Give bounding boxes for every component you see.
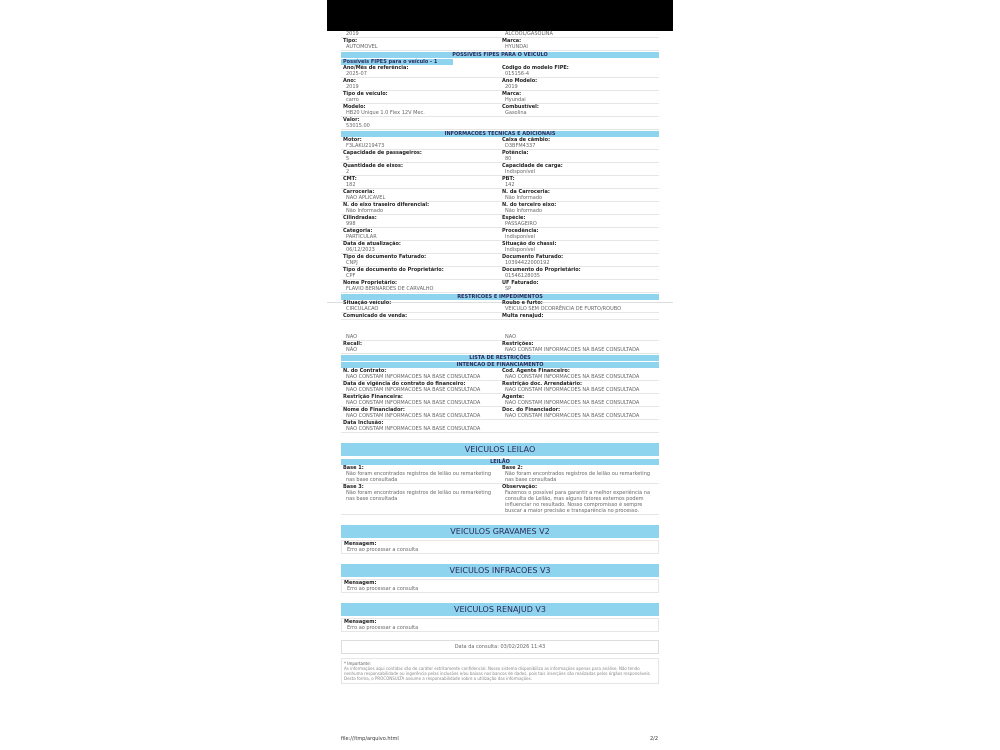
- field-cell: [341, 228, 500, 240]
- fipe-section-header: POSSIVEIS FIPES PARA O VEICULO: [341, 52, 659, 58]
- field-value: SP: [505, 286, 512, 292]
- field-cell: [500, 254, 659, 266]
- gravames-message-box: [341, 540, 659, 554]
- field-cell: [500, 341, 659, 353]
- field-value: NAO CONSTAM INFORMACOES NA BASE CONSULTADA: [346, 374, 481, 380]
- field-label: Documento do Proprietário:: [502, 267, 581, 273]
- field-value: Hyundai: [505, 97, 526, 103]
- field-cell: [500, 368, 659, 380]
- field-label: Comunicado de venda:: [343, 313, 408, 319]
- base1-label: Base 1:: [343, 465, 364, 471]
- vehicle-summary-row: [341, 31, 659, 38]
- field-cell: [500, 65, 659, 77]
- field-cell: [500, 381, 659, 393]
- field-cell: [341, 176, 500, 188]
- field-value: 2: [346, 169, 350, 175]
- field-label: Código do modelo FIPE:: [502, 65, 569, 71]
- tipo-label: Tipo:: [343, 38, 358, 44]
- field-value: NÃO: [346, 334, 358, 340]
- renajud-msg-value: Erro ao processar a consulta: [347, 625, 419, 631]
- marca-label: Marca:: [502, 38, 522, 44]
- note-text: As informações aqui contidas são de caráter estritamente confidencial. Nosso sistema disponibiliza as informações apenas para análise. Não tendo nenhuma responsabilidade ou ingerência pelas inclusões e/ou baixas nos bancos de dados, pois tais inserções são realizadas pelos órgãos responsáveis. Desta forma, o PROCONSULTA assume a responsabilidade sobre a utilização das informações.: [344, 666, 652, 681]
- field-label: UF Faturado:: [502, 280, 539, 286]
- footer-path: file:///tmp/arquivo.html: [341, 736, 399, 742]
- field-cell: [341, 150, 500, 162]
- field-cell: [500, 241, 659, 253]
- field-cell: [500, 215, 659, 227]
- field-value: 53015.00: [346, 123, 370, 129]
- consulta-date: Data da consulta: 03/02/2026 11:43: [341, 640, 659, 654]
- note-title: * Importante:: [344, 661, 371, 666]
- field-value: Indisponível: [505, 169, 536, 175]
- field-cell: [341, 394, 500, 406]
- field-value: Não Informado: [505, 208, 543, 214]
- field-value: Não Informado: [346, 208, 384, 214]
- field-label: Quantidade de eixos:: [343, 163, 403, 169]
- base1-value: Não foram encontrados registros de leilão ou remarketing nas base consultada: [346, 471, 492, 483]
- field-row: [341, 300, 659, 313]
- field-label: N. do Contrato:: [343, 368, 387, 374]
- field-row: [341, 137, 659, 150]
- financiamento-section-header: INTENCAO DE FINANCIAMENTO: [341, 362, 659, 368]
- field-value: NAO CONSTAM INFORMACOES NA BASE CONSULTADA: [346, 426, 481, 432]
- field-label: Agente:: [502, 394, 525, 400]
- field-cell: [341, 368, 500, 380]
- field-cell: [500, 280, 659, 292]
- base2-label: Base 2:: [502, 465, 523, 471]
- field-value: NAO CONSTAM INFORMACOES NA BASE CONSULTADA: [346, 400, 481, 406]
- field-cell: [500, 104, 659, 116]
- field-cell: [341, 91, 500, 103]
- field-row: [341, 381, 659, 394]
- field-label: N. do eixo traseiro diferencial:: [343, 202, 430, 208]
- field-value: CPF: [346, 273, 356, 279]
- field-value: NÃO: [346, 347, 358, 353]
- field-value: carro: [346, 97, 359, 103]
- field-value: HB20 Unique 1.0 Flex 12V Mec.: [346, 110, 425, 116]
- important-note: [341, 658, 659, 684]
- restricoes-top-rows: [341, 300, 659, 320]
- field-label: Combustível:: [502, 104, 539, 110]
- field-value: NAO APLICAVEL: [346, 195, 386, 201]
- field-value: FLAVIO BERNARDES DE CARVALHO: [346, 286, 434, 292]
- obs-label: Observação:: [502, 484, 538, 490]
- field-row: [341, 215, 659, 228]
- field-row: [341, 341, 659, 354]
- field-value: F3LAKU219473: [346, 143, 385, 149]
- field-cell: [341, 254, 500, 266]
- field-label: Marca:: [502, 91, 522, 97]
- field-row: [341, 150, 659, 163]
- field-label: Carroceria:: [343, 189, 375, 195]
- field-cell: [500, 202, 659, 214]
- base3-value: Não foram encontrados registros de leilão ou remarketing nas base consultada: [346, 490, 492, 502]
- marca-value: HYUNDAI: [505, 44, 528, 50]
- field-value: 998: [346, 221, 356, 227]
- infracoes-msg-label: Mensagem:: [344, 580, 377, 586]
- field-value: CNPJ: [346, 260, 358, 266]
- field-row: [341, 189, 659, 202]
- field-label: Documento Faturado:: [502, 254, 564, 260]
- leilao-title: VEICULOS LEILAO: [341, 443, 659, 456]
- field-cell: [500, 163, 659, 175]
- field-cell: [341, 313, 500, 319]
- obs-value: Fazemos o possível para garantir a melhor experiência na consulta de Leilão, mas alguns fatores externos podem influenciar no resultado. Nosso compromisso é sempre buscar a maior precisão e transparência no processo.: [505, 490, 651, 514]
- field-value: NAO CONSTAM INFORMACOES NA BASE CONSULTADA: [505, 413, 640, 419]
- field-value: NAO CONSTAM INFORMACOES NA BASE CONSULTADA: [505, 400, 640, 406]
- field-label: CMT:: [343, 176, 357, 182]
- field-label: Data de atualização:: [343, 241, 401, 247]
- field-label: Situação veículo:: [343, 300, 392, 306]
- field-label: PBT:: [502, 176, 515, 182]
- field-label: Recall:: [343, 341, 363, 347]
- base2-value: Não foram encontrados registros de leilão ou remarketing nas base consultada: [505, 471, 651, 483]
- field-label: Doc. do Financiador:: [502, 407, 561, 413]
- field-row: [341, 313, 659, 320]
- field-label: N. da Carroceria:: [502, 189, 550, 195]
- field-row: [341, 280, 659, 293]
- field-cell: [341, 117, 500, 129]
- field-value: NAO CONSTAM INFORMACOES NA BASE CONSULTADA: [505, 374, 640, 380]
- field-label: Multa renajud:: [502, 313, 544, 319]
- tecnicas-rows: [341, 137, 659, 293]
- field-label: Data de vigência do contrato do financeiro:: [343, 381, 466, 387]
- field-row: [341, 163, 659, 176]
- field-row: [341, 394, 659, 407]
- field-label: Restrição doc. Arrendatário:: [502, 381, 583, 387]
- field-label: Tipo de documento Faturado:: [343, 254, 427, 260]
- field-value: NAO CONSTAM INFORMACOES NA BASE CONSULTADA: [346, 387, 481, 393]
- field-label: Tipo de veículo:: [343, 91, 388, 97]
- fuel-value: ALCOOL/GASOLINA: [505, 31, 553, 37]
- field-value: 2019: [505, 84, 518, 90]
- field-row: [341, 334, 659, 341]
- gravames-msg-label: Mensagem:: [344, 541, 377, 547]
- field-cell: [341, 163, 500, 175]
- footer-page-number: 2/2: [650, 736, 659, 742]
- renajud-title: VEICULOS RENAJUD V3: [341, 603, 659, 616]
- page-break-gap: [341, 320, 659, 334]
- field-cell: [500, 78, 659, 90]
- browser-topbar: [327, 0, 673, 31]
- field-row: [341, 228, 659, 241]
- field-label: Cod. Agente Financeiro:: [502, 368, 570, 374]
- field-label: Situação do chassi:: [502, 241, 557, 247]
- field-row: [341, 65, 659, 78]
- field-label: Cilindradas:: [343, 215, 377, 221]
- field-label: Roubo e furto:: [502, 300, 543, 306]
- field-cell: [341, 137, 500, 149]
- field-value: NAO CONSTAM INFORMACOES NA BASE CONSULTADA: [346, 413, 481, 419]
- field-value: 06/12/2023: [346, 247, 375, 253]
- field-label: Nome Proprietário:: [343, 280, 398, 286]
- field-value: 2019: [346, 84, 359, 90]
- infracoes-title: VEICULOS INFRACOES V3: [341, 564, 659, 577]
- vehicle-type-row: [341, 38, 659, 51]
- field-label: Data Inclusão:: [343, 420, 384, 426]
- field-cell: [341, 267, 500, 279]
- restricoes-section-header: RESTRICOES E IMPEDIMENTOS: [341, 294, 659, 300]
- field-row: [341, 368, 659, 381]
- restricoes-bottom-rows: [341, 334, 659, 354]
- field-value: Indisponível: [505, 247, 536, 253]
- field-label: Ano Modelo:: [502, 78, 538, 84]
- field-label: Restrições:: [502, 341, 534, 347]
- field-cell: [500, 137, 659, 149]
- field-label: Capacidade de passageiros:: [343, 150, 422, 156]
- gravames-msg-value: Erro ao processar a consulta: [347, 547, 419, 553]
- field-cell: [341, 341, 500, 353]
- leilao-row-2: [341, 484, 659, 515]
- year-value: 2019: [346, 31, 359, 37]
- field-row: [341, 78, 659, 91]
- field-cell: [341, 280, 500, 292]
- field-cell: [341, 78, 500, 90]
- financiamento-rows: [341, 368, 659, 433]
- field-label: Espécie:: [502, 215, 526, 221]
- field-value: 10394422000192: [505, 260, 550, 266]
- renajud-message-box: [341, 618, 659, 632]
- field-label: Valor:: [343, 117, 360, 123]
- field-value: 2025-07: [346, 71, 367, 77]
- infracoes-message-box: [341, 579, 659, 593]
- lista-restricoes-header: LISTA DE RESTRIÇÕES: [341, 355, 659, 361]
- field-label: Ano:: [343, 78, 356, 84]
- field-value: 182: [346, 182, 356, 188]
- field-cell: [341, 202, 500, 214]
- field-cell: [500, 91, 659, 103]
- field-value: 5: [346, 156, 350, 162]
- field-cell: [341, 215, 500, 227]
- field-cell: [341, 104, 500, 116]
- field-row: [341, 254, 659, 267]
- tecnicas-section-header: INFORMACOES TECNICAS E ADICIONAIS: [341, 131, 659, 137]
- field-value: Indisponível: [505, 234, 536, 240]
- field-value: 80: [505, 156, 512, 162]
- field-row: [341, 241, 659, 254]
- field-cell: [500, 189, 659, 201]
- field-label: Tipo de documento do Proprietário:: [343, 267, 444, 273]
- field-row: [341, 117, 659, 130]
- field-label: Motor:: [343, 137, 362, 143]
- renajud-msg-label: Mensagem:: [344, 619, 377, 625]
- field-label: Categoria:: [343, 228, 373, 234]
- field-value: D3BFM4337: [505, 143, 536, 149]
- field-value: 01546128035: [505, 273, 540, 279]
- field-value: PARTICULAR: [346, 234, 377, 240]
- gravames-title: VEICULOS GRAVAMES V2: [341, 525, 659, 538]
- field-label: N. do terceiro eixo:: [502, 202, 557, 208]
- field-cell: [500, 407, 659, 419]
- field-cell: [500, 300, 659, 312]
- field-row: [341, 202, 659, 215]
- field-label: Procedência:: [502, 228, 539, 234]
- fipe-subheader: Possíveis FIPES para o veículo - 1: [341, 59, 453, 65]
- field-value: NÃO: [505, 334, 517, 340]
- infracoes-msg-value: Erro ao processar a consulta: [347, 586, 419, 592]
- field-cell: [341, 407, 500, 419]
- field-value: NAO CONSTAM INFORMACOES NA BASE CONSULTADA: [505, 387, 640, 393]
- tipo-value: AUTOMOVEL: [346, 44, 378, 50]
- field-label: Potência:: [502, 150, 529, 156]
- leilao-header: LEILÃO: [341, 459, 659, 465]
- field-cell: [500, 176, 659, 188]
- field-value: Não Informado: [505, 195, 543, 201]
- leilao-row-1: [341, 465, 659, 484]
- field-cell: [341, 381, 500, 393]
- field-cell: [341, 65, 500, 77]
- field-row: [341, 407, 659, 420]
- field-label: Ano/Mês de referência:: [343, 65, 409, 71]
- fipe-rows: [341, 65, 659, 130]
- field-cell: [500, 117, 659, 129]
- report-page: [341, 31, 659, 684]
- field-value: CIRCULACAO: [346, 306, 379, 312]
- field-label: Capacidade de carga:: [502, 163, 563, 169]
- field-value: VEICULO SEM OCORRÊNCIA DE FURTO/ROUBO: [505, 306, 622, 312]
- field-cell: [341, 241, 500, 253]
- field-cell: [500, 150, 659, 162]
- base3-label: Base 3:: [343, 484, 364, 490]
- field-row: [341, 267, 659, 280]
- field-value: NAO CONSTAM INFORMACOES NA BASE CONSULTADA: [505, 347, 640, 353]
- field-cell: [500, 420, 659, 432]
- field-cell: [500, 313, 659, 319]
- field-label: Restrição Financeira:: [343, 394, 403, 400]
- field-cell: [500, 267, 659, 279]
- field-cell: [500, 228, 659, 240]
- field-cell: [341, 189, 500, 201]
- field-row: [341, 176, 659, 189]
- field-cell: [341, 300, 500, 312]
- field-row: [341, 104, 659, 117]
- field-cell: [341, 334, 500, 340]
- field-value: Gasolina: [505, 110, 527, 116]
- field-label: Nome do Financiador:: [343, 407, 405, 413]
- field-value: PASSAGEIRO: [505, 221, 537, 227]
- field-row: [341, 420, 659, 433]
- field-row: [341, 91, 659, 104]
- field-label: Modelo:: [343, 104, 366, 110]
- field-value: 142: [505, 182, 515, 188]
- field-cell: [500, 334, 659, 340]
- field-value: 015156-4: [505, 71, 530, 77]
- field-label: Caixa de câmbio:: [502, 137, 551, 143]
- field-cell: [500, 394, 659, 406]
- field-cell: [341, 420, 500, 432]
